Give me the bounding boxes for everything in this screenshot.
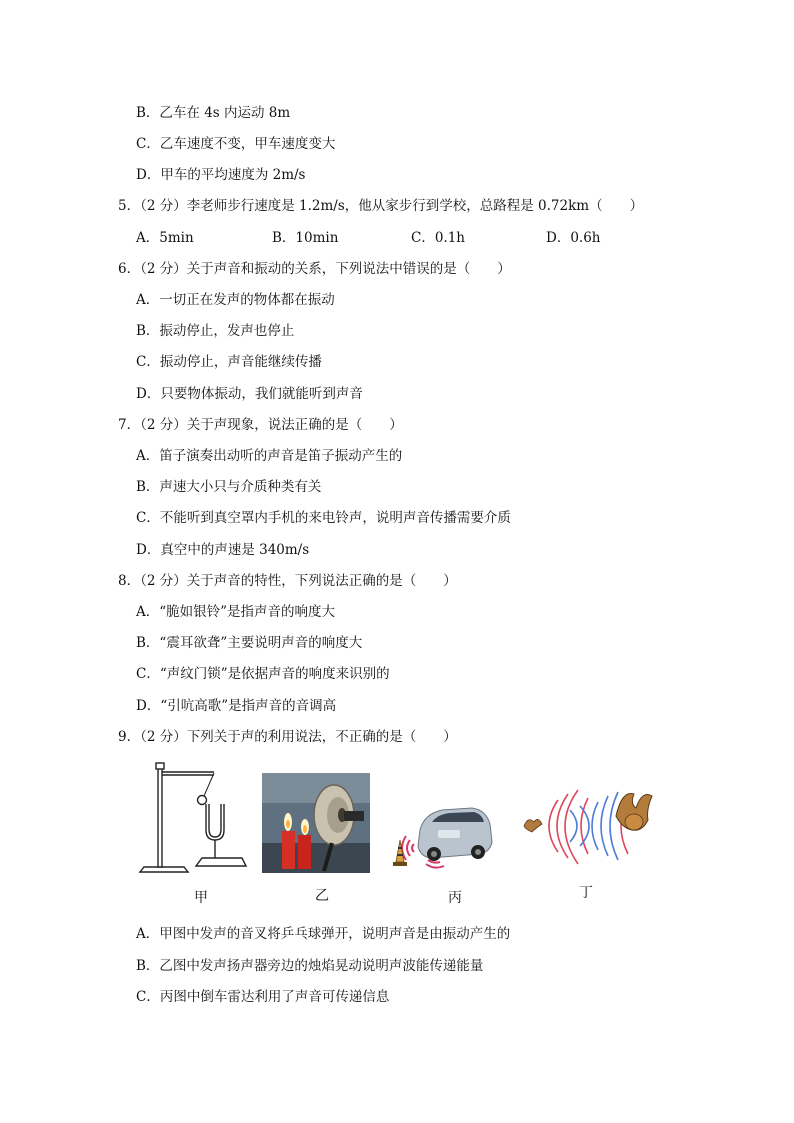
figure-yi-label: 乙: [315, 888, 329, 904]
q6-option-c[interactable]: C．振动停止，声音能继续传播: [136, 354, 322, 370]
q9-stem: 9．（2 分）下列关于声的利用说法，不正确的是（ ）: [118, 729, 457, 745]
q9-option-a[interactable]: A．甲图中发声的音叉将乒乓球弹开，说明声音是由振动产生的: [136, 926, 511, 942]
q8-option-b[interactable]: B．“震耳欲聋”主要说明声音的响度大: [136, 635, 363, 651]
figure-ding-bat-echolocation: [518, 786, 656, 868]
q7-stem: 7．（2 分）关于声现象，说法正确的是（ ）: [118, 417, 403, 433]
q5-option-c[interactable]: C．0.1h: [411, 230, 465, 246]
q4-option-c[interactable]: C．乙车速度不变，甲车速度变大: [136, 136, 336, 152]
q8-option-a[interactable]: A．“脆如银铃”是指声音的响度大: [136, 604, 336, 620]
figure-jia-tuning-fork: [138, 760, 248, 880]
q7-option-a[interactable]: A．笛子演奏出动听的声音是笛子振动产生的: [136, 448, 403, 464]
q8-option-c[interactable]: C．“声纹门锁”是依据声音的响度来识别的: [136, 666, 390, 682]
q8-stem: 8．（2 分）关于声音的特性，下列说法正确的是（ ）: [118, 573, 457, 589]
q5-option-a[interactable]: A．5min: [136, 230, 194, 246]
q5-option-b[interactable]: B．10min: [272, 230, 339, 246]
q6-option-b[interactable]: B．振动停止，发声也停止: [136, 323, 295, 339]
figure-ding-label: 丁: [579, 885, 593, 901]
figure-bing-label: 丙: [448, 890, 462, 906]
q6-option-d[interactable]: D．只要物体振动，我们就能听到声音: [136, 386, 363, 402]
q4-option-b[interactable]: B．乙车在 4s 内运动 8m: [136, 105, 291, 121]
q9-option-c[interactable]: C．丙图中倒车雷达利用了声音可传递信息: [136, 989, 390, 1005]
figure-yi-speaker-candles: [262, 773, 370, 873]
q7-option-c[interactable]: C．不能听到真空罩内手机的来电铃声，说明声音传播需要介质: [136, 510, 511, 526]
q6-option-a[interactable]: A．一切正在发声的物体都在振动: [136, 292, 335, 308]
q9-option-b[interactable]: B．乙图中发声扬声器旁边的烛焰晃动说明声波能传递能量: [136, 958, 484, 974]
q5-option-d[interactable]: D．0.6h: [546, 230, 601, 246]
q8-option-d[interactable]: D．“引吭高歌”是指声音的音调高: [136, 698, 337, 714]
figure-bing-reversing-radar: [390, 800, 496, 872]
q7-option-d[interactable]: D．真空中的声速是 340m/s: [136, 542, 310, 558]
q5-stem: 5．（2 分）李老师步行速度是 1.2m/s，他从家步行到学校，总路程是 0.72km（ ）: [118, 198, 644, 214]
q7-option-b[interactable]: B．声速大小只与介质种类有关: [136, 479, 322, 495]
q4-option-d[interactable]: D．甲车的平均速度为 2m/s: [136, 167, 306, 183]
q6-stem: 6．（2 分）关于声音和振动的关系，下列说法中错误的是（ ）: [118, 261, 511, 277]
figure-jia-label: 甲: [194, 890, 208, 906]
